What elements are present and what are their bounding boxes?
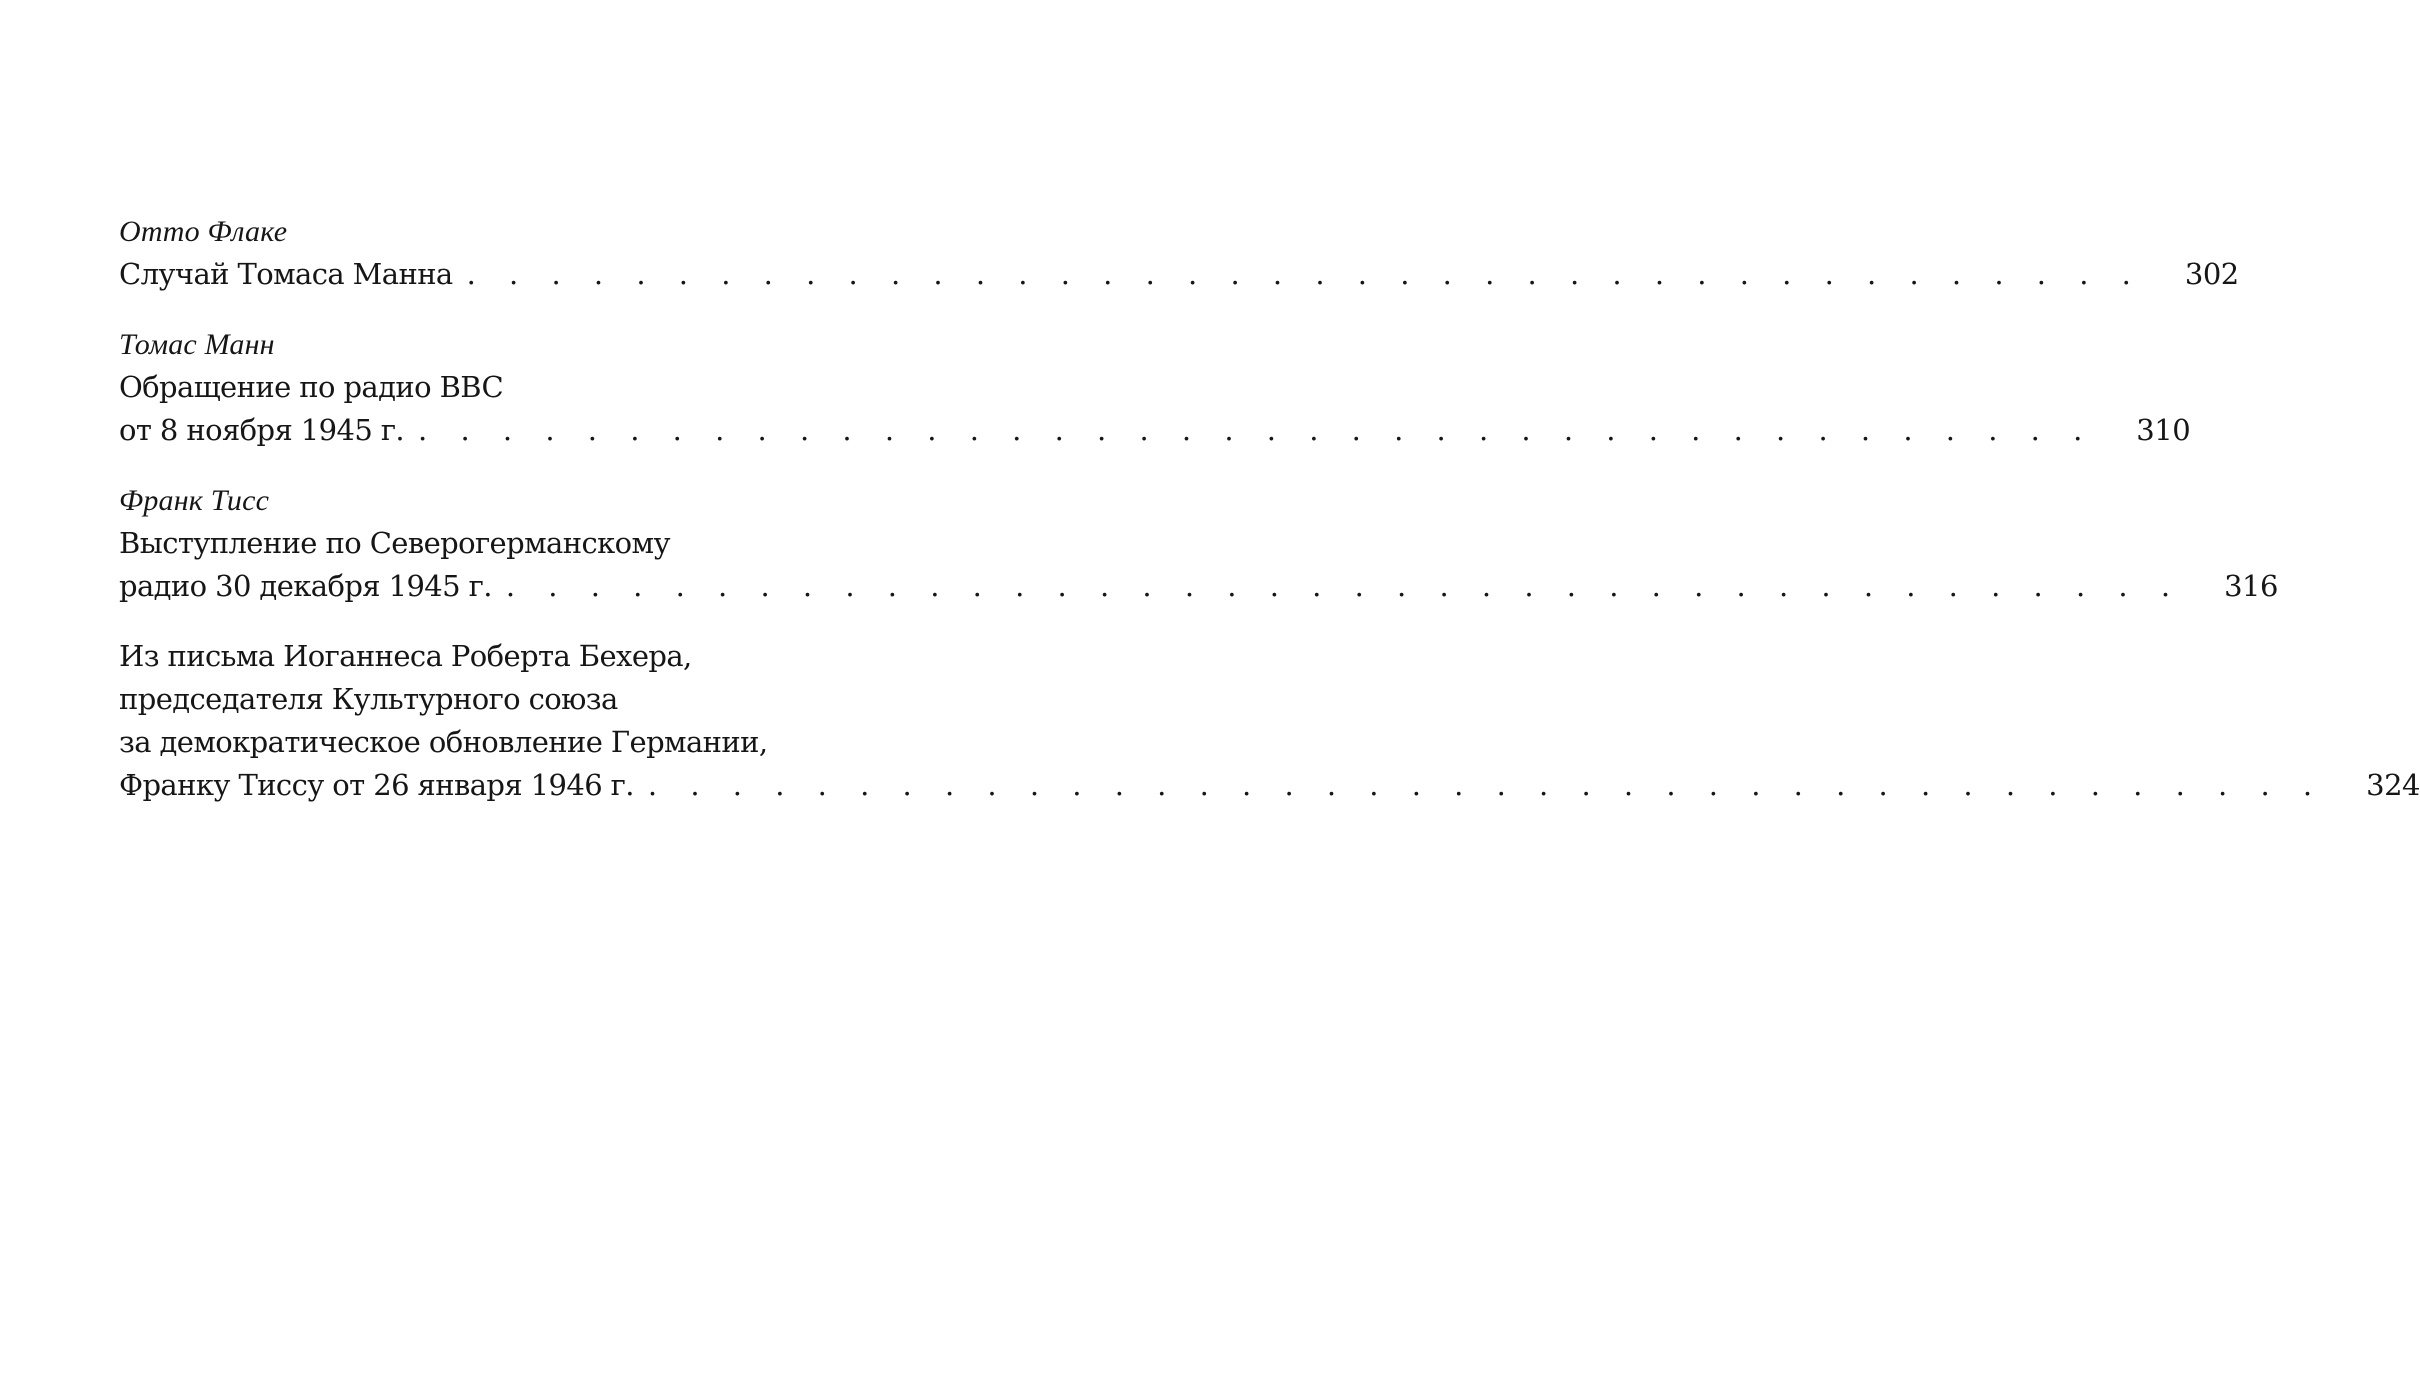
toc-entry-mann (119, 323, 2191, 452)
toc-entry-becher-letter (119, 635, 2420, 807)
entry-author: Томас Манн (119, 328, 275, 361)
page-number: 310 (2136, 413, 2191, 447)
dot-leader: . . . . . . . . . . . . . . . . . . . . . . . . . . . . . . . . . . . . . . . . (418, 413, 2095, 447)
entry-title-text: Случай Томаса Манна (119, 257, 453, 291)
entry-title-text: Франку Тиссу от 26 января 1946 г. (119, 768, 634, 802)
page-number: 302 (2184, 257, 2239, 291)
entry-title-line: Выступление по Северогерманскому (119, 526, 670, 560)
dot-leader: . . . . . . . . . . . . . . . . . . . . . . . . . . . . . . . . . . . . . . . . (647, 768, 2325, 802)
entry-title-line (119, 764, 2420, 807)
entry-title-line (119, 253, 2239, 296)
entry-title-line: за демократическое обновление Германии, (119, 725, 768, 759)
entry-title-line: Из письма Иоганнеса Роберта Бехера, (119, 639, 692, 673)
toc-entry-flake (119, 210, 2239, 296)
entry-title-text: от 8 ноября 1945 г. (119, 413, 405, 447)
page-number: 316 (2224, 569, 2278, 603)
entry-author: Отто Флаке (119, 215, 288, 248)
entry-title-line: Обращение по радио BBC (119, 370, 504, 404)
entry-title-line (119, 409, 2191, 452)
toc-entry-thiess (119, 479, 2278, 608)
entry-title-line (119, 565, 2278, 608)
dot-leader: . . . . . . . . . . . . . . . . . . . . . . . . . . . . . . . . . . . . . . . . (505, 569, 2183, 603)
table-of-contents (119, 210, 2420, 834)
entry-title-text: радио 30 декабря 1945 г. (119, 569, 492, 603)
entry-author: Франк Тисс (119, 484, 270, 517)
page-number: 324 (2366, 768, 2420, 802)
dot-leader: . . . . . . . . . . . . . . . . . . . . . . . . . . . . . . . . . . . . . . . . (466, 257, 2143, 291)
entry-title-line: председателя Культурного союза (119, 682, 618, 716)
